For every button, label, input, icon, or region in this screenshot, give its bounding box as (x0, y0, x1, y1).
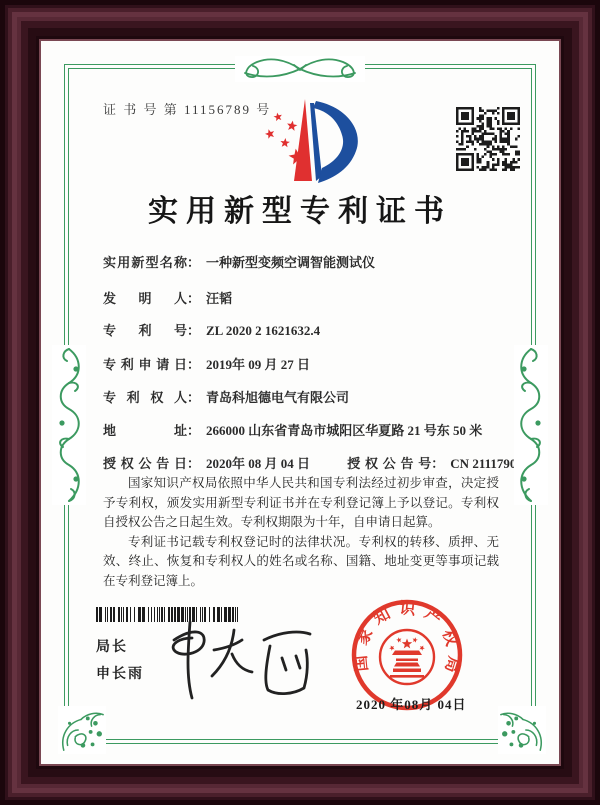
field-value: 266000 山东省青岛市城阳区华夏路 21 号东 50 米 (206, 423, 483, 438)
field-value: 一种新型变频空调智能测试仪 (206, 255, 376, 270)
field-label: 专利号 (103, 323, 187, 338)
legal-paragraph: 国家知识产权局依照中华人民共和国专利法经过初步审查，决定授予专利权，颁发实用新型专利证书并在专利登记簿上予以登记。专利权自授权公告之日起生效。专利权期限为十年，自申请日起算。 (103, 476, 499, 529)
cnipa-logo (252, 95, 362, 185)
field-value: 2020年 08 月 04 日 (206, 456, 311, 471)
certificate-title: 实用新型专利证书 (148, 195, 452, 228)
logo-red-wedge (294, 99, 312, 181)
seal-text: 国家知识产权局 (352, 600, 463, 683)
field-value: 汪韬 (206, 291, 233, 306)
field-row-grant: 授权公告日： 2020年 08 月 04 日 授权公告号： CN 211179001 U (103, 453, 542, 472)
field-value: 2019年 09 月 27 日 (206, 357, 311, 372)
field-value: 青岛科旭德电气有限公司 (206, 390, 350, 405)
field-label: 授权公告号 (347, 456, 432, 471)
top-flourish-ornament (235, 56, 365, 82)
field-row: 发明人： 汪韬 (103, 288, 232, 307)
bottom-left-floral-ornament (58, 706, 106, 754)
left-scroll-ornament (52, 345, 86, 505)
field-label: 专利申请日 (103, 357, 187, 372)
field-row: 专利权人： 青岛科旭德电气有限公司 (103, 387, 349, 406)
bottom-right-floral-ornament (498, 706, 546, 754)
field-label: 授权公告日 (103, 456, 187, 471)
seal-date: 2020 年08月 04日 (356, 697, 467, 712)
field-label: 地址 (103, 423, 187, 438)
field-row: 地址： 266000 山东省青岛市城阳区华夏路 21 号东 50 米 (103, 420, 482, 439)
field-value: ZL 2020 2 1621632.4 (206, 323, 321, 338)
field-value: CN 211179001 U (450, 456, 543, 471)
right-scroll-ornament (514, 345, 548, 505)
field-row: 专利号： ZL 2020 2 1621632.4 (103, 320, 320, 339)
field-row: 实用新型名称： 一种新型变频空调智能测试仪 (103, 252, 375, 271)
field-row: 专利申请日： 2019年 09 月 27 日 (103, 354, 310, 373)
director-name: 申长雨 (96, 665, 144, 681)
field-label: 发明人 (103, 291, 187, 306)
national-emblem (380, 630, 434, 684)
certificate-number: 证 书 号 第 11156789 号 (103, 102, 272, 117)
legal-paragraph: 专利证书记载专利权登记时的法律状况。专利权的转移、质押、无效、终止、恢复和专利权人的姓名或名称、国籍、地址变更等事项记载在专利登记簿上。 (103, 534, 499, 588)
field-label: 专利权人 (103, 390, 187, 405)
director-title: 局长 (96, 638, 128, 654)
qr-code (456, 107, 520, 171)
field-label: 实用新型名称 (103, 255, 187, 270)
logo-blue-sliver (310, 103, 322, 181)
signature-handwriting (162, 610, 322, 705)
legal-body (103, 474, 499, 591)
